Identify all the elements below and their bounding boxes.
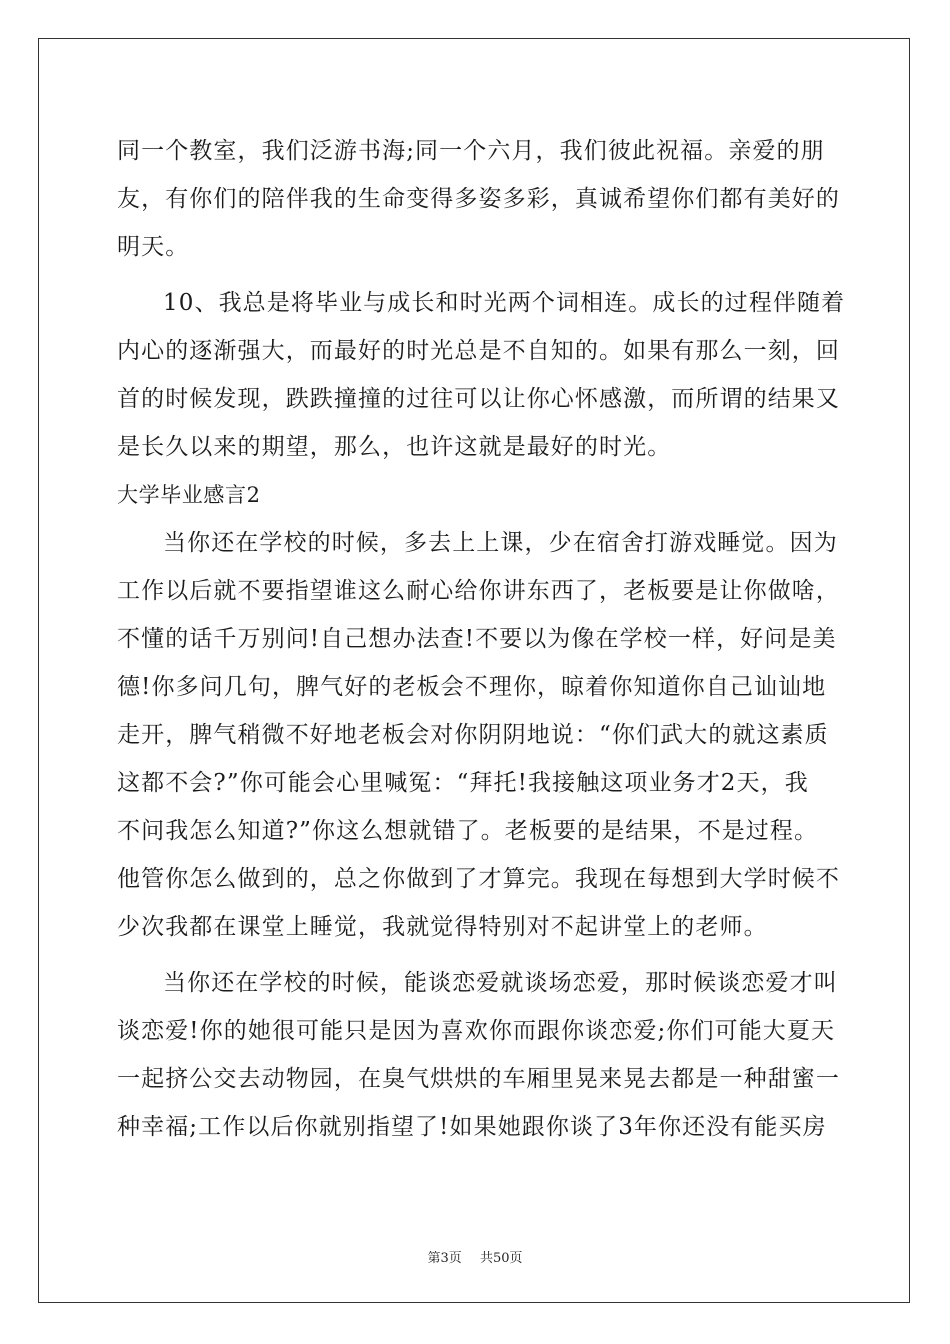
text-line: 明天。: [117, 234, 190, 260]
text-line: 工作以后就不要指望谁这么耐心给你讲东西了，老板要是让你做啥，: [117, 578, 840, 604]
page-footer: [0, 1247, 950, 1266]
text-line: 一起挤公交去动物园，在臭气烘烘的车厢里晃来晃去都是一种甜蜜一: [117, 1066, 840, 1092]
text-line: 这都不会?”你可能会心里喊冤：“拜托!我接触这项业务才2天，我: [117, 770, 809, 796]
paragraph-start-line: 当你还在学校的时候，多去上上课，少在宿舍打游戏睡觉。因为: [163, 530, 838, 556]
paragraph-start-line: 当你还在学校的时候，能谈恋爱就谈场恋爱，那时候谈恋爱才叫: [163, 970, 838, 996]
text-line: 不懂的话千万别问!自己想办法查!不要以为像在学校一样，好问是美: [117, 626, 837, 652]
text-line: 走开，脾气稍微不好地老板会对你阴阴地说：“你们武大的就这素质: [117, 722, 829, 748]
text-line: 是长久以来的期望，那么，也许这就是最好的时光。: [117, 434, 672, 460]
text-line: 少次我都在课堂上睡觉，我就觉得特别对不起讲堂上的老师。: [117, 914, 768, 940]
text-line: 谈恋爱!你的她很可能只是因为喜欢你而跟你谈恋爱;你们可能大夏天: [117, 1018, 836, 1044]
text-line: 首的时候发现，跌跌撞撞的过往可以让你心怀感激，而所谓的结果又: [117, 386, 840, 412]
text-line: 他管你怎么做到的，总之你做到了才算完。我现在每想到大学时候不: [117, 866, 840, 892]
section-heading: 大学毕业感言2: [117, 483, 261, 507]
text-line: 种幸福;工作以后你就别指望了!如果她跟你谈了3年你还没有能买房: [117, 1114, 827, 1140]
page-total: 共50页: [479, 1251, 523, 1266]
text-line: 德!你多问几句，脾气好的老板会不理你，晾着你知道你自己讪讪地: [117, 674, 827, 700]
text-line: 内心的逐渐强大，而最好的时光总是不自知的。如果有那么一刻，回: [117, 338, 840, 364]
text-line: 友，有你们的陪伴我的生命变得多姿多彩，真诚希望你们都有美好的: [117, 186, 840, 212]
document-body: [117, 127, 846, 1151]
text-line: 同一个教室，我们泛游书海;同一个六月，我们彼此祝福。亲爱的朋: [117, 138, 825, 164]
text-line: 不问我怎么知道?”你这么想就错了。老板要的是结果，不是过程。: [117, 818, 819, 844]
page-number: 第3页: [427, 1251, 462, 1266]
paragraph-start-line: 10、我总是将毕业与成长和时光两个词相连。成长的过程伴随着: [163, 290, 846, 316]
